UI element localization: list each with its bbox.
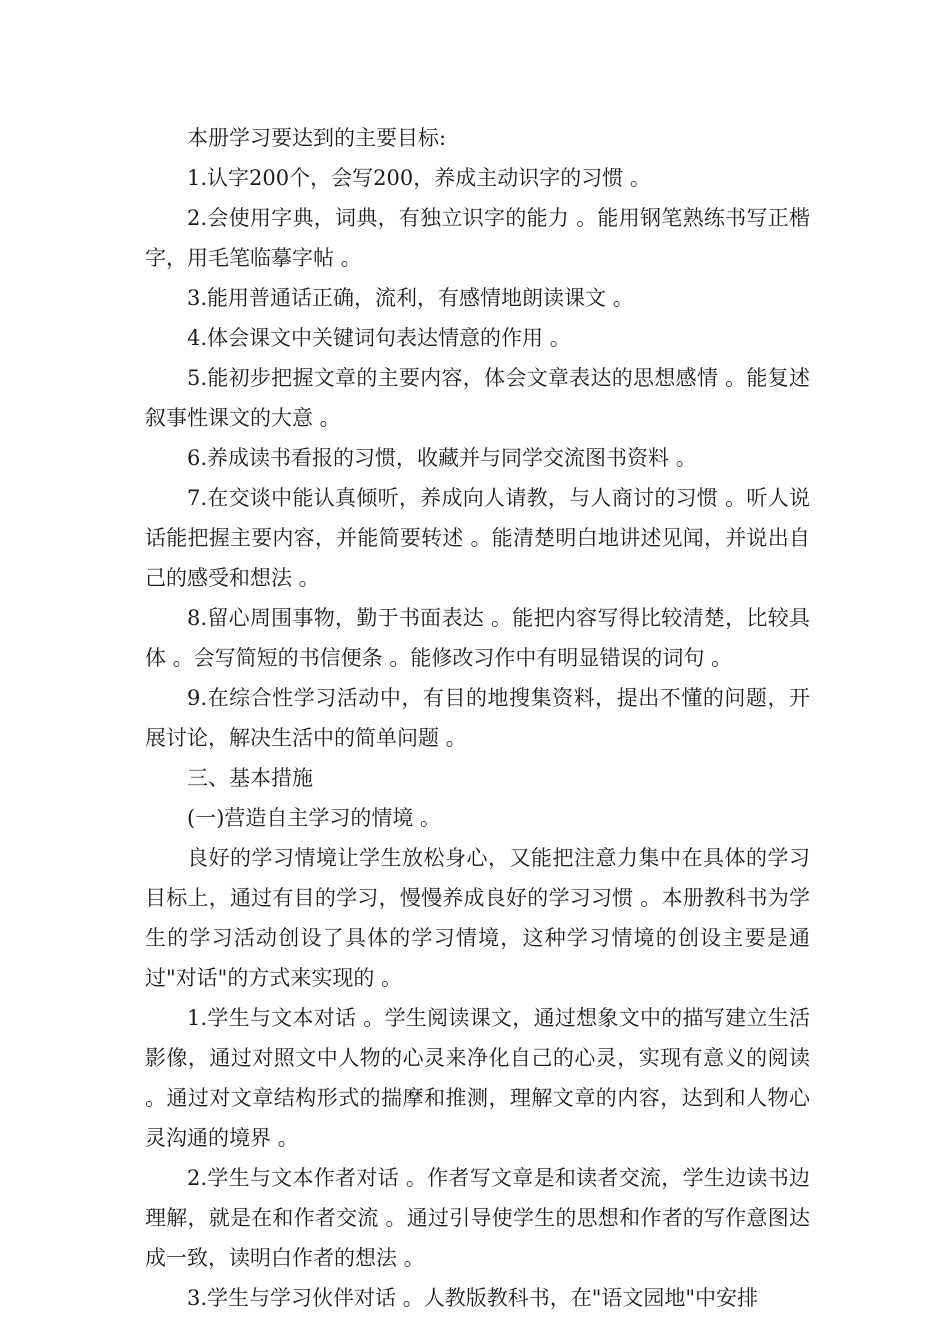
- paragraph-dialogue-text: 1.学生与文本对话 。学生阅读课文，通过想象文中的描写建立生活影像，通过对照文中人物的心灵来净化自己的心灵，实现有意义的阅读 。通过对文章结构形式的揣摩和推测，理解文章的内容，达到和人物心灵沟通的境界 。: [145, 1006, 810, 1150]
- paragraph-goal-7: 7.在交谈中能认真倾听，养成向人请教，与人商讨的习惯 。听人说话能把握主要内容，并能简要转述 。能清楚明白地讲述见闻，并说出自己的感受和想法 。: [145, 486, 810, 590]
- paragraph-goal-2: 2.会使用字典，词典，有独立识字的能力 。能用钢笔熟练书写正楷字，用毛笔临摹字帖 。: [145, 206, 810, 270]
- section-heading-measures: 三、基本措施: [187, 766, 313, 790]
- paragraph-goal-3: 3.能用普通话正确，流利，有感情地朗读课文 。: [187, 286, 634, 310]
- paragraph-goal-5: 5.能初步把握文章的主要内容，体会文章表达的思想感情 。能复述叙事性课文的大意 。: [145, 366, 810, 430]
- paragraph-dialogue-author: 2.学生与文本作者对话 。作者写文章是和读者交流，学生边读书边理解，就是在和作者交流 。通过引导使学生的思想和作者的写作意图达成一致，读明白作者的想法 。: [145, 1166, 810, 1270]
- paragraph-dialogue-peers: 3.学生与学习伙伴对话 。人教版教科书，在"语文园地"中安排: [187, 1286, 759, 1310]
- paragraph-goal-4: 4.体会课文中关键词句表达情意的作用 。: [187, 326, 571, 350]
- paragraph-goal-1: 1.认字200个，会写200，养成主动识字的习惯 。: [187, 166, 651, 190]
- document-body: [145, 118, 810, 1318]
- paragraph-goal-9: 9.在综合性学习活动中，有目的地搜集资料，提出不懂的问题，开展讨论，解决生活中的简单问题 。: [145, 686, 810, 750]
- subsection-heading-1: (一)营造自主学习的情境 。: [187, 806, 442, 830]
- paragraph-learning-context: 良好的学习情境让学生放松身心，又能把注意力集中在具体的学习目标上，通过有目的学习，慢慢养成良好的学习习惯 。本册教科书为学生的学习活动创设了具体的学习情境，这种学习情境的创设主要是通过"对话"的方式来实现的 。: [145, 846, 810, 990]
- paragraph-goal-8: 8.留心周围事物，勤于书面表达 。能把内容写得比较清楚，比较具体 。会写简短的书信便条 。能修改习作中有明显错误的词句 。: [145, 606, 810, 670]
- paragraph-goal-6: 6.养成读书看报的习惯，收藏并与同学交流图书资料 。: [187, 446, 697, 470]
- paragraph-goals-intro: 本册学习要达到的主要目标:: [187, 126, 447, 150]
